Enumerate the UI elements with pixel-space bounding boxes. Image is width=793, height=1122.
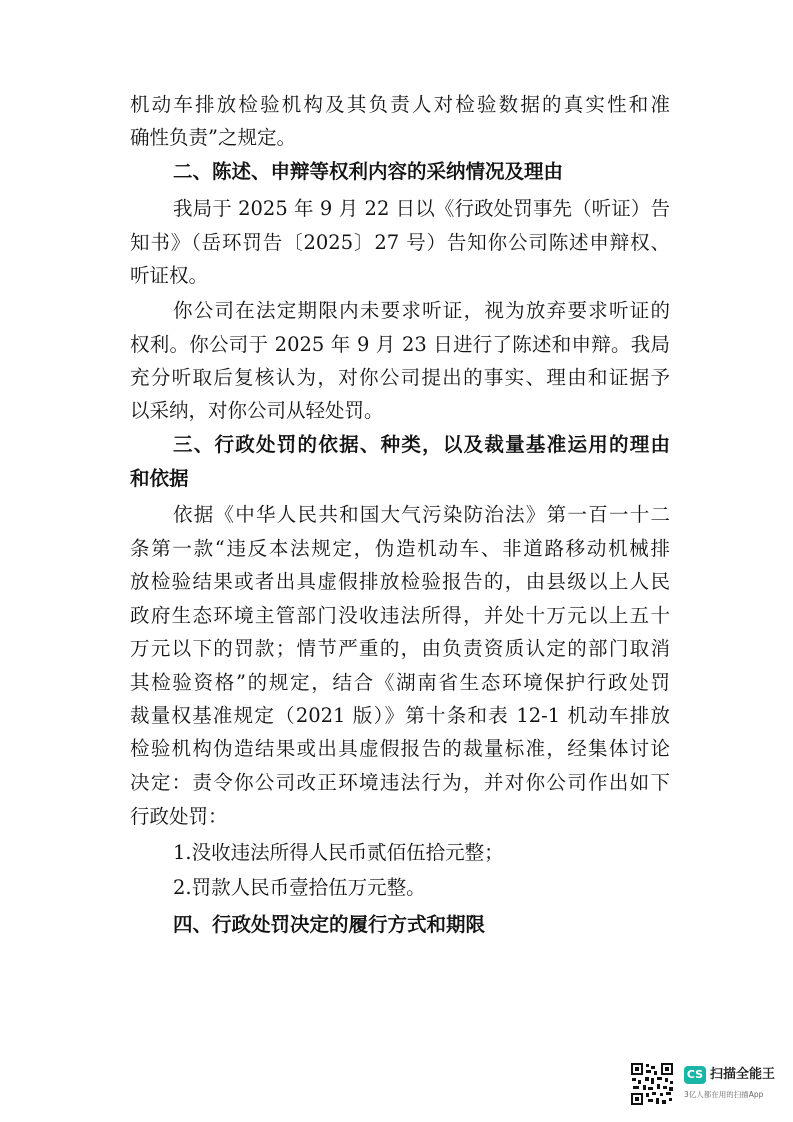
- body-line: 我局于 2025 年 9 月 22 日以《行政处罚事先（听证）告: [173, 197, 670, 220]
- camscanner-logo: CS: [684, 1066, 706, 1084]
- body-line: 你公司在法定期限内未要求听证，视为放弃要求听证的: [173, 299, 670, 322]
- body-line: 放检验结果或者出具虚假排放检验报告的，由县级以上人民: [130, 570, 670, 593]
- penalty-item: 1.没收违法所得人民币贰佰伍拾元整；: [173, 841, 504, 864]
- body-line: 依据《中华人民共和国大气污染防治法》第一百一十二: [173, 503, 670, 526]
- penalty-item: 2.罚款人民币壹拾伍万元整。: [173, 876, 426, 899]
- section-heading: 三、行政处罚的依据、种类，以及裁量基准运用的理由: [173, 433, 670, 456]
- body-line: 万元以下的罚款；情节严重的，由负责资质认定的部门取消: [130, 637, 670, 660]
- camscanner-tagline: 3亿人都在用的扫描App: [684, 1090, 764, 1099]
- section-heading: 二、陈述、申辩等权利内容的采纳情况及理由: [173, 160, 564, 183]
- body-line: 检验机构伪造结果或出具虚假报告的裁量标准，经集体讨论: [130, 737, 670, 760]
- body-line: 条第一款“违反本法规定，伪造机动车、非道路移动机械排: [130, 537, 670, 560]
- camscanner-watermark: [630, 1062, 780, 1112]
- body-line: 确性负责”之规定。: [130, 126, 296, 149]
- body-line: 裁量权基准规定（2021 版）》第十条和表 12-1 机动车排放: [130, 704, 670, 727]
- body-line: 其检验资格”的规定，结合《湖南省生态环境保护行政处罚: [130, 671, 670, 694]
- body-line: 权利。你公司于 2025 年 9 月 23 日进行了陈述和申辩。我局: [130, 333, 670, 356]
- qr-code-icon: [630, 1062, 674, 1106]
- body-line: 知书》（岳环罚告〔2025〕27 号）告知你公司陈述申辩权、: [130, 231, 670, 254]
- body-line: 政府生态环境主管部门没收违法所得，并处十万元以上五十: [130, 604, 670, 627]
- section-heading: 四、行政处罚决定的履行方式和期限: [173, 913, 486, 936]
- body-line: 机动车排放检验机构及其负责人对检验数据的真实性和准: [130, 93, 670, 116]
- body-line: 充分听取后复核认为，对你公司提出的事实、理由和证据予: [130, 366, 670, 389]
- body-line: 听证权。: [130, 264, 209, 287]
- section-heading: 和依据: [130, 467, 189, 490]
- body-line: 以采纳，对你公司从轻处罚。: [130, 399, 384, 422]
- body-line: 决定：责令你公司改正环境违法行为，并对你公司作出如下: [130, 771, 670, 794]
- body-line: 行政处罚：: [130, 805, 228, 828]
- camscanner-app-name: 扫描全能王: [710, 1067, 776, 1082]
